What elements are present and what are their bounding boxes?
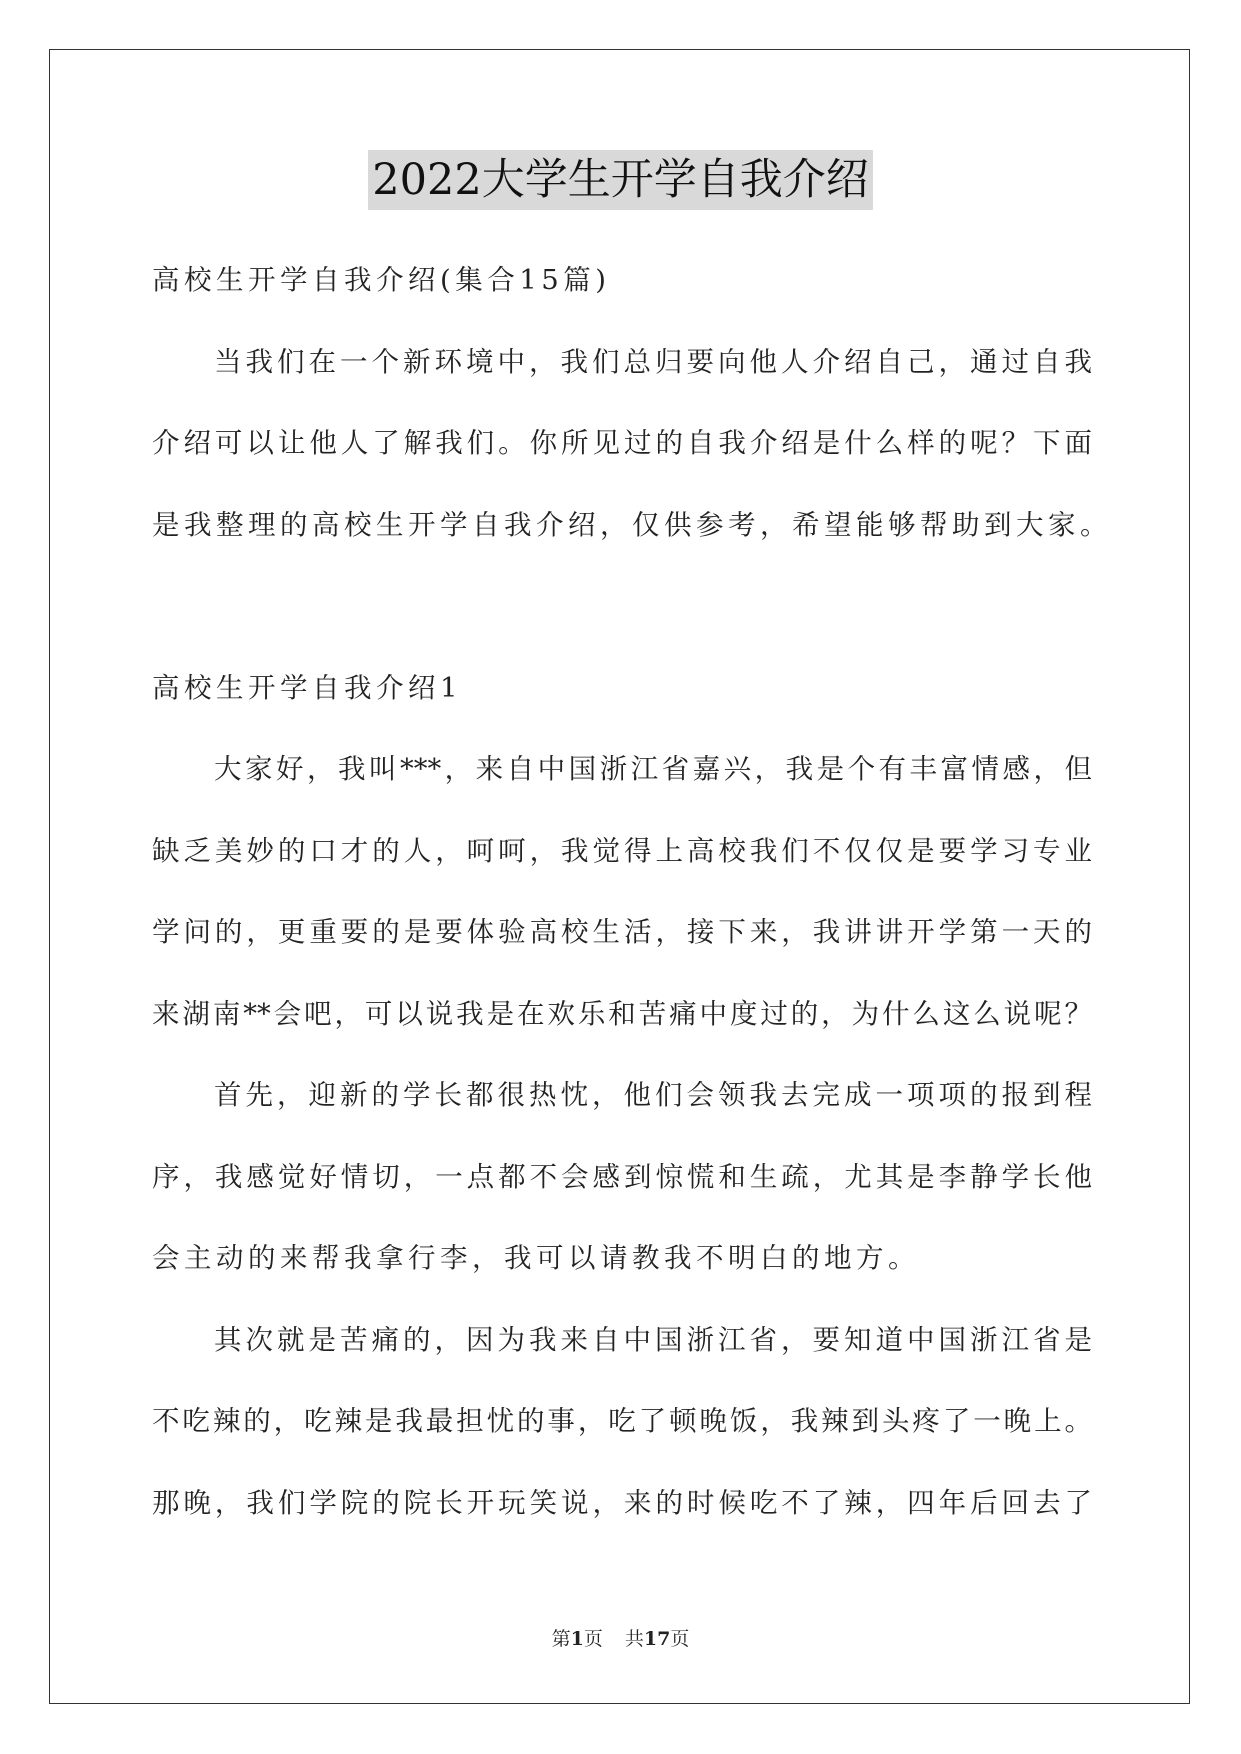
document-body — [152, 240, 1112, 1544]
paragraph-line: 来湖南**会吧，可以说我是在欢乐和苦痛中度过的，为什么这么说呢？ — [152, 997, 1092, 1030]
total-prefix: 共 — [624, 1628, 644, 1650]
section-heading: 高校生开学自我介绍1 — [152, 671, 462, 704]
paragraph-line: 其次就是苦痛的，因为我来自中国浙江省，要知道中国浙江省是 — [214, 1323, 1092, 1356]
page-mid: 页 — [583, 1628, 603, 1650]
paragraph-line: 会主动的来帮我拿行李，我可以请教我不明白的地方。 — [152, 1242, 920, 1274]
page-current: 1 — [570, 1628, 584, 1650]
intro-line: 介绍可以让他人了解我们。你所见过的自我介绍是什么样的呢？下面 — [152, 427, 1092, 459]
intro-line: 当我们在一个新环境中，我们总归要向他人介绍自己，通过自我 — [214, 345, 1092, 378]
blank-line — [152, 566, 1092, 648]
paragraph-line: 大家好，我叫***，来自中国浙江省嘉兴，我是个有丰富情感，但 — [214, 753, 1092, 785]
paragraph-line: 那晚，我们学院的院长开玩笑说，来的时候吃不了辣，四年后回去了 — [152, 1486, 1092, 1519]
paragraph-line: 序，我感觉好情切，一点都不会感到惊慌和生疏，尤其是李静学长他 — [152, 1160, 1092, 1193]
document-subtitle: 高校生开学自我介绍(集合15篇) — [152, 264, 611, 296]
page-prefix: 第 — [551, 1628, 571, 1650]
title-block — [0, 150, 1241, 210]
paragraph-line: 不吃辣的，吃辣是我最担忧的事，吃了顿晚饭，我辣到头疼了一晚上。 — [152, 1405, 1092, 1437]
total-suffix: 页 — [670, 1628, 690, 1650]
paragraph-line: 首先，迎新的学长都很热忱，他们会领我去完成一项项的报到程 — [214, 1079, 1092, 1111]
paragraph-line: 缺乏美妙的口才的人，呵呵，我觉得上高校我们不仅仅是要学习专业 — [152, 834, 1092, 867]
page-total: 17 — [643, 1628, 671, 1650]
paragraph-line: 学问的，更重要的是要体验高校生活，接下来，我讲讲开学第一天的 — [152, 916, 1092, 948]
intro-line: 是我整理的高校生开学自我介绍，仅供参考，希望能够帮助到大家。 — [152, 508, 1112, 541]
document-title: 2022大学生开学自我介绍 — [368, 150, 872, 210]
page-footer — [0, 1626, 1241, 1652]
